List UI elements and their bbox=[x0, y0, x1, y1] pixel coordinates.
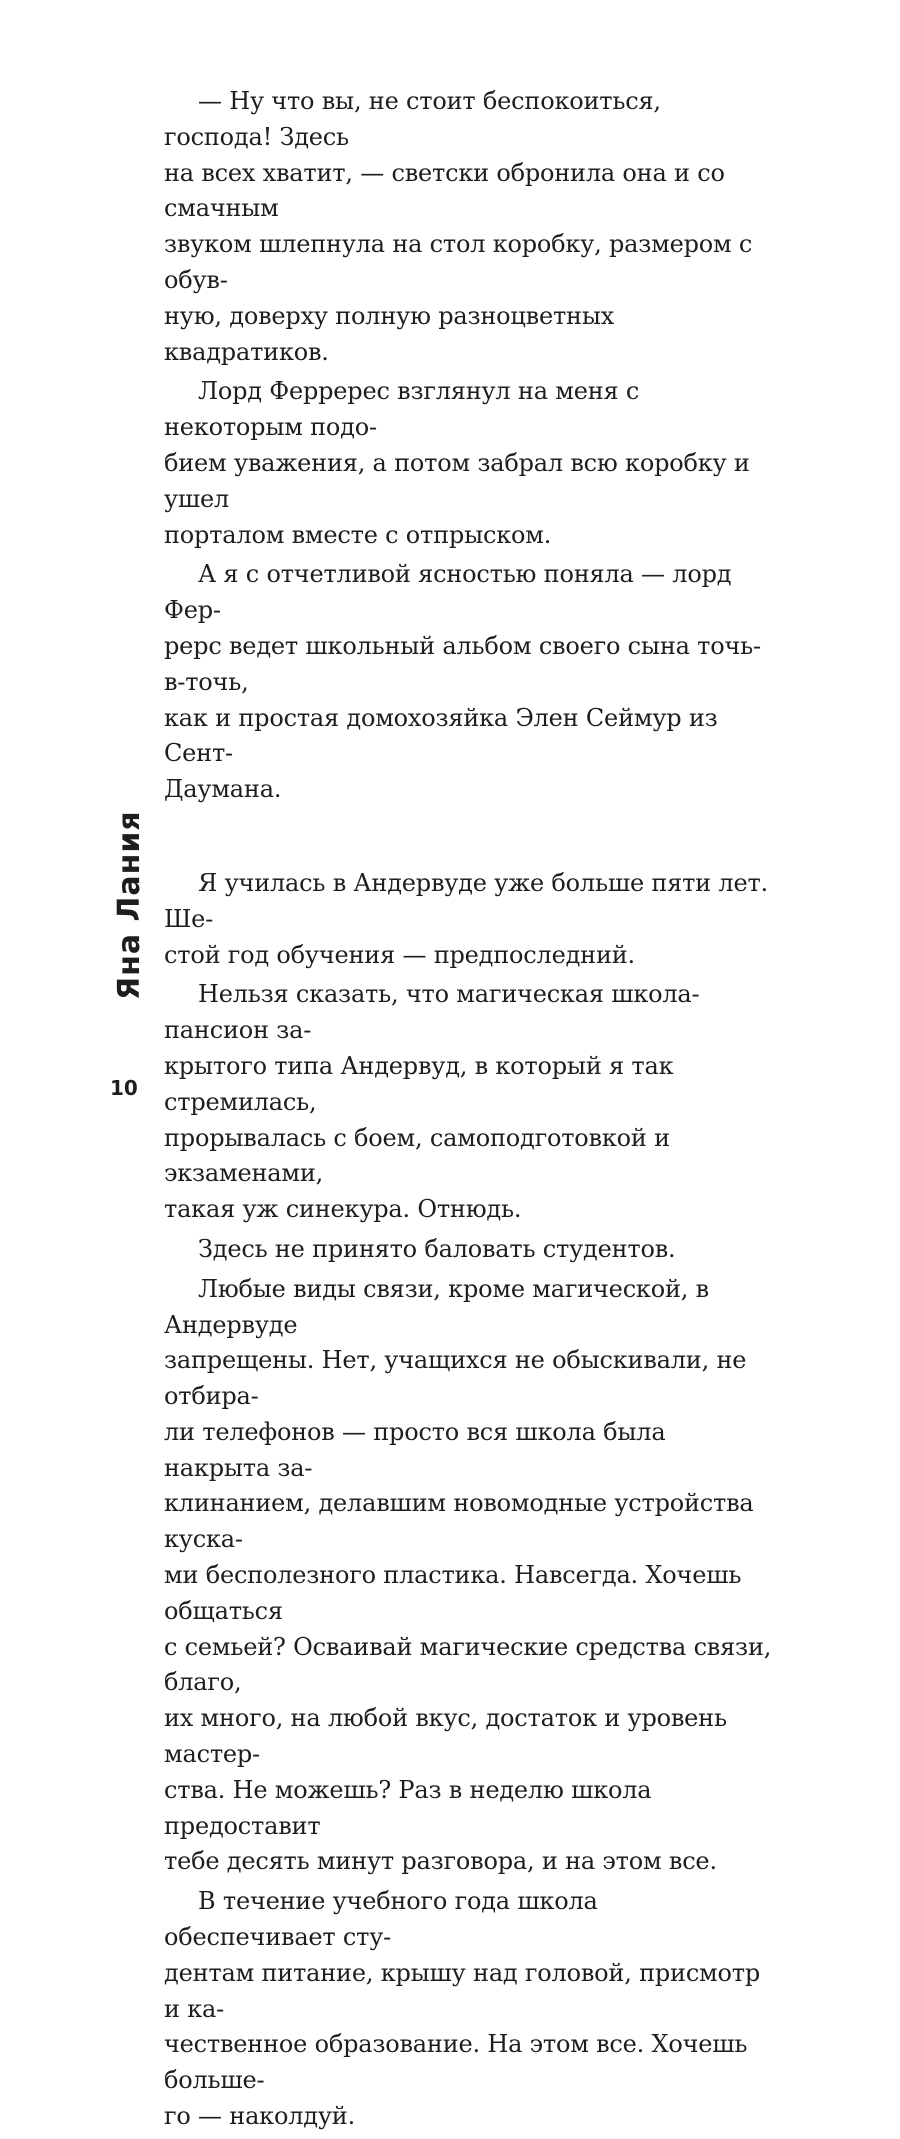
text-line: тебе десять минут разговора, и на этом все. bbox=[164, 1847, 717, 1876]
text-line: Любые виды связи, кроме магической, в Андервуде bbox=[164, 1274, 709, 1339]
page-number: 10 bbox=[110, 1076, 138, 1100]
paragraph-3 bbox=[164, 557, 776, 808]
text-line: дентам питание, крышу над головой, присмотр и ка- bbox=[164, 1958, 761, 2023]
paragraph-4 bbox=[164, 866, 776, 973]
text-line: бием уважения, а потом забрал всю коробку и ушел bbox=[164, 448, 750, 513]
text-line: — Ну что вы, не стоит беспокоиться, господа! Здесь bbox=[164, 87, 661, 151]
paragraph-5 bbox=[164, 977, 776, 1228]
text-line: ства. Не можешь? Раз в неделю школа предоставит bbox=[164, 1775, 652, 1840]
text-line: их много, на любой вкус, достаток и уровень мастер- bbox=[164, 1704, 727, 1769]
text-line: запрещены. Нет, учащихся не обыскивали, не отбира- bbox=[164, 1346, 747, 1411]
page-body-text bbox=[164, 84, 776, 2139]
text-line: стой год обучения — предпоследний. bbox=[164, 940, 635, 969]
author-signature: Яна Лания bbox=[112, 810, 147, 1000]
text-line: клинанием, делавшим новомодные устройства куска- bbox=[164, 1489, 754, 1554]
text-line: крытого типа Андервуд, в который я так стремилась, bbox=[164, 1051, 674, 1116]
text-line: Нельзя сказать, что магическая школа-пансион за- bbox=[164, 980, 700, 1045]
paragraph-7 bbox=[164, 1272, 776, 1881]
paragraph-8 bbox=[164, 1884, 776, 2135]
text-line: В течение учебного года школа обеспечивает сту- bbox=[164, 1887, 598, 1952]
text-line: Я училась в Андервуде уже больше пяти лет. Ше- bbox=[164, 868, 768, 933]
text-line: ми бесполезного пластика. Навсегда. Хочешь общаться bbox=[164, 1561, 742, 1625]
text-line: Лорд Ферререс взглянул на меня с некоторым подо- bbox=[164, 377, 640, 442]
text-line: рерс ведет школьный альбом своего сына точь-в-точь, bbox=[164, 631, 761, 696]
text-line: чественное образование. На этом все. Хочешь больше- bbox=[164, 2030, 748, 2095]
text-line: звуком шлепнула на стол коробку, размером с обув- bbox=[164, 230, 753, 294]
text-line: прорывалась с боем, самоподготовкой и экзаменами, bbox=[164, 1123, 670, 1188]
text-line: го — наколдуй. bbox=[164, 2102, 356, 2131]
text-line: такая уж синекура. Отнюдь. bbox=[164, 1195, 522, 1224]
paragraph-2 bbox=[164, 374, 776, 553]
text-line: ную, доверху полную разноцветных квадратиков. bbox=[164, 301, 615, 366]
scene-break bbox=[164, 812, 776, 866]
text-line: Здесь не принято баловать студентов. bbox=[198, 1234, 676, 1263]
paragraph-6 bbox=[164, 1232, 776, 1268]
text-line: порталом вместе с отпрыском. bbox=[164, 520, 552, 549]
text-line: ли телефонов — просто вся школа была накрыта за- bbox=[164, 1417, 666, 1482]
text-line: как и простая домохозяйка Элен Сеймур из Сент- bbox=[164, 703, 718, 768]
paragraph-1 bbox=[164, 84, 776, 370]
text-line: с семьей? Осваивай магические средства связи, благо, bbox=[164, 1632, 772, 1697]
text-line: на всех хватит, — светски обронила она и со смачным bbox=[164, 158, 725, 223]
text-line: А я с отчетливой ясностью поняла — лорд Фер- bbox=[164, 560, 732, 625]
text-line: Даумана. bbox=[164, 775, 282, 804]
